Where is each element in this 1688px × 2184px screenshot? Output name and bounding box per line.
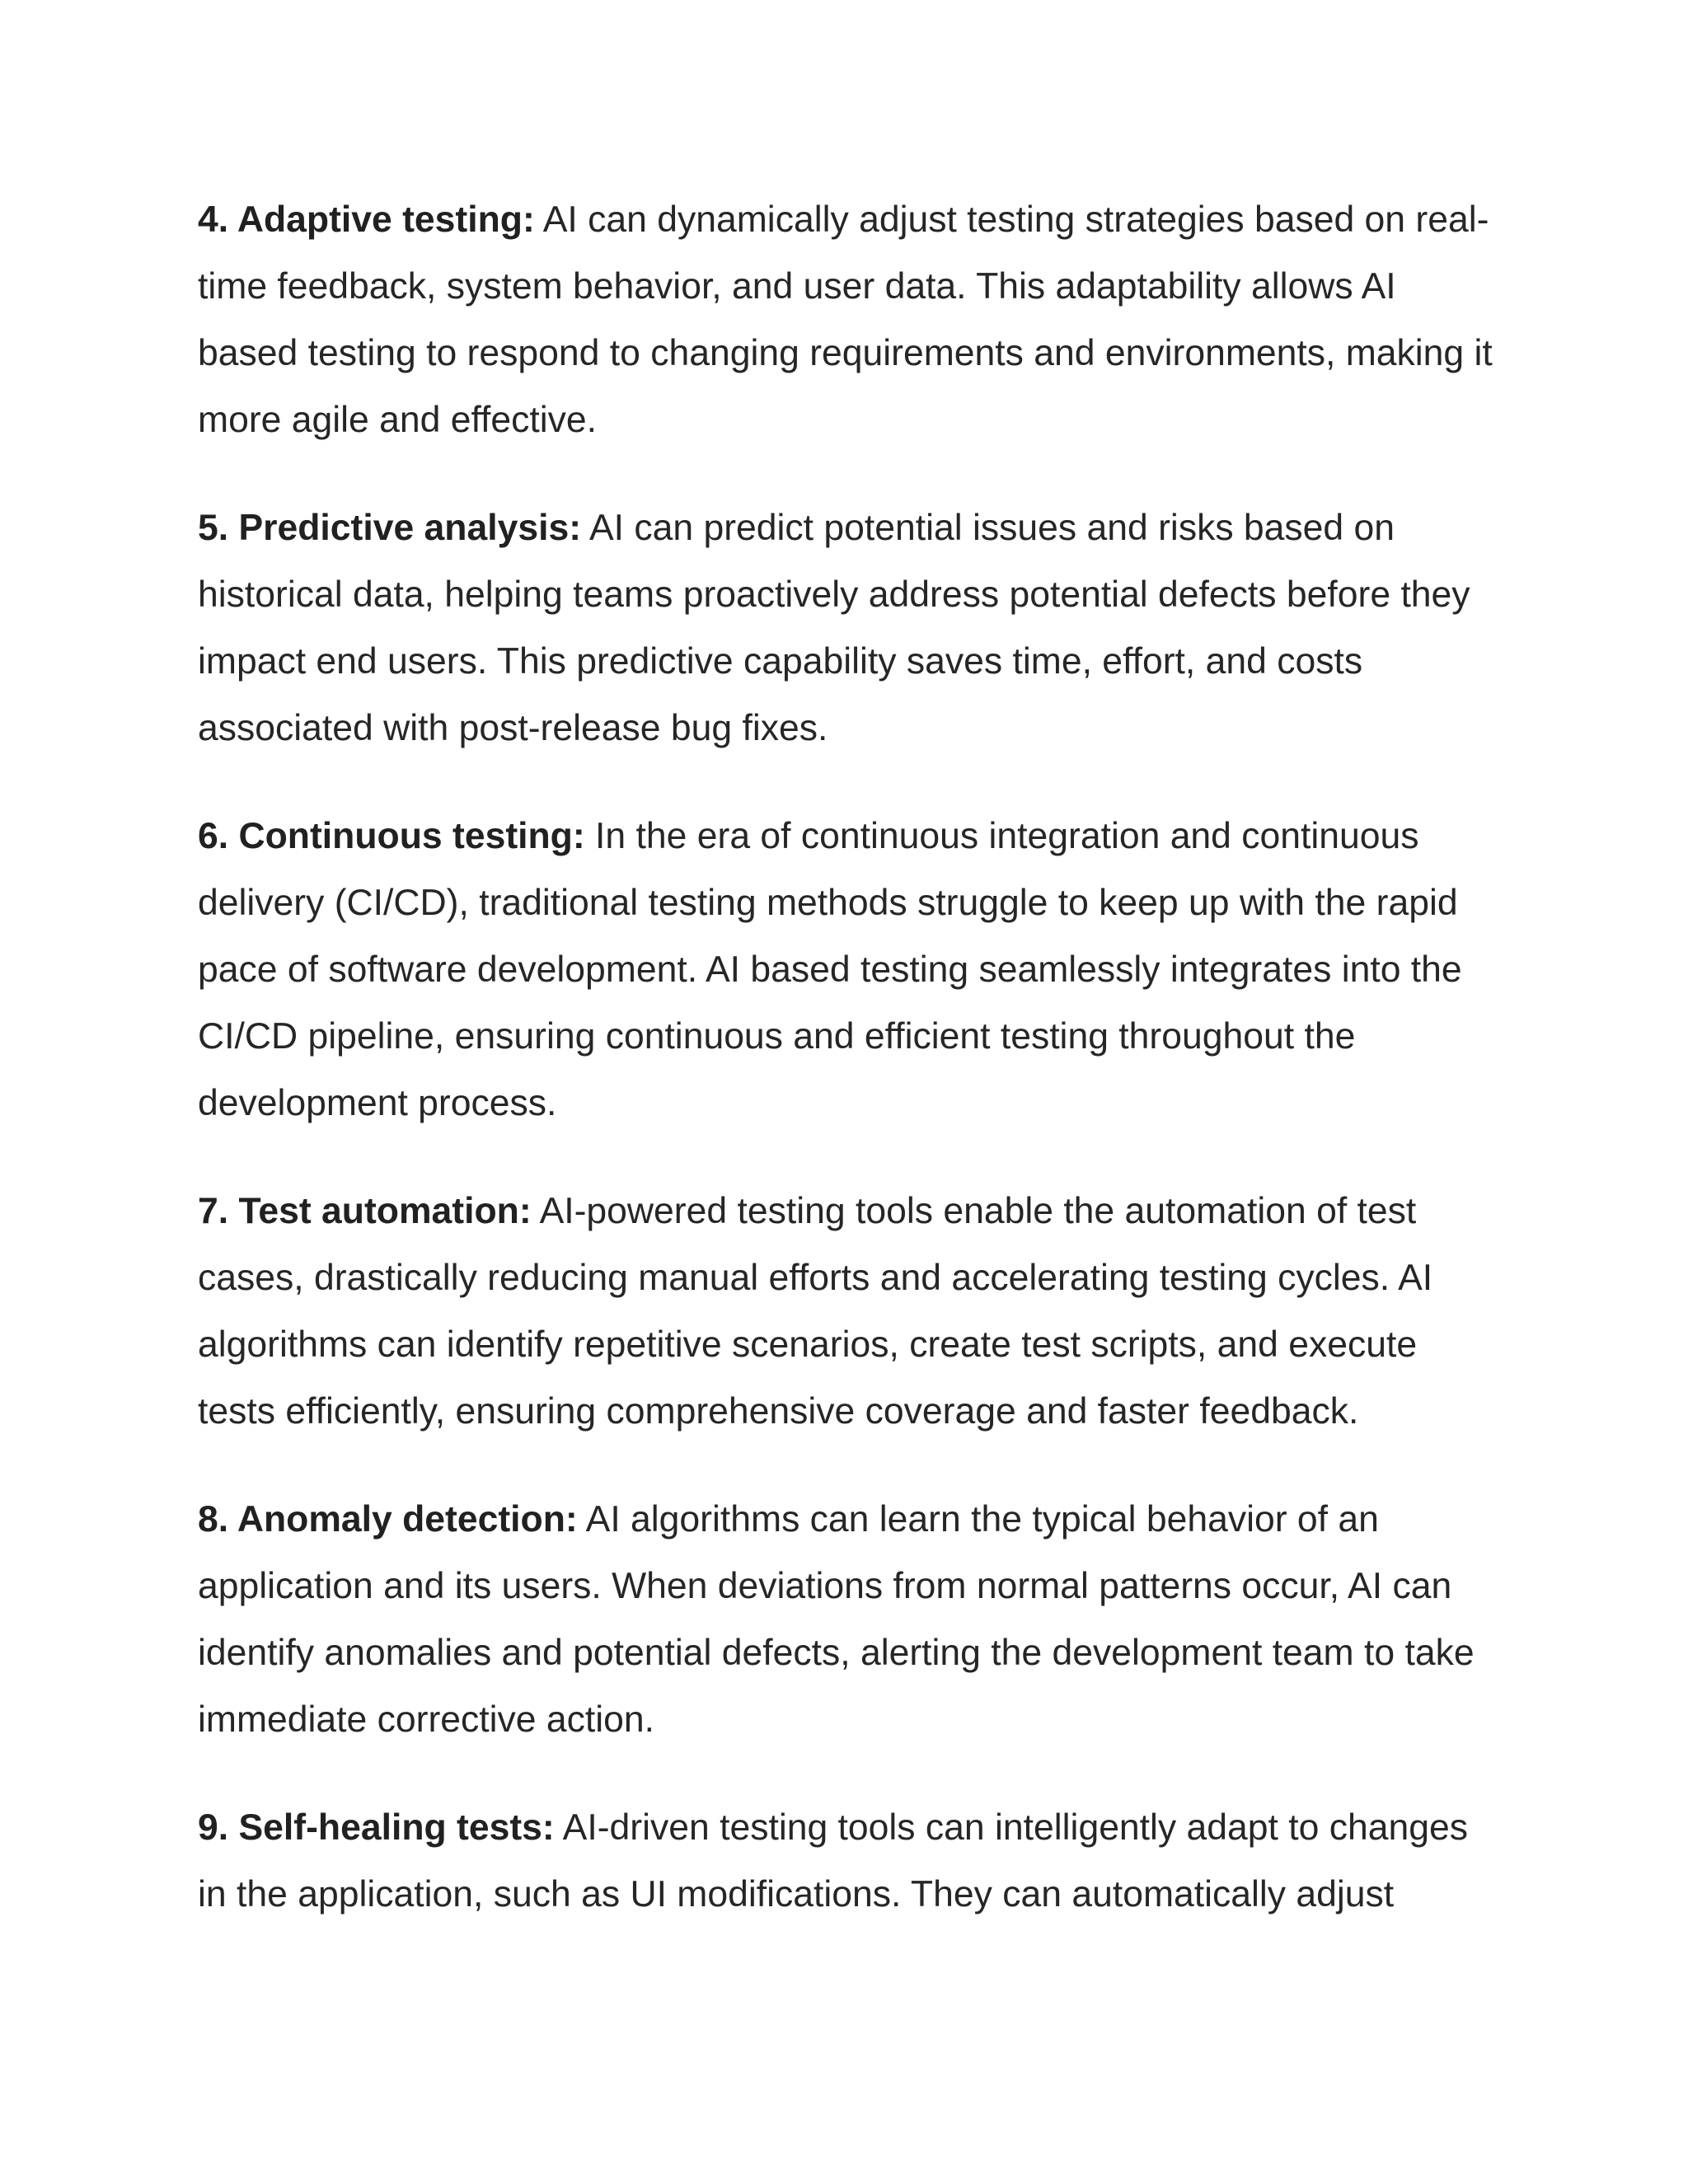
document-body [198,186,1500,1969]
list-item [198,186,1500,453]
list-item-text: In the era of continuous integration and continuous delivery (CI/CD), traditional testing methods struggle to keep up with the rapid pace of software development. AI based testing seamlessly integrates into the CI/CD pipeline, ensuring continuous and efficient testing throughout the development process. [198,816,1462,1123]
list-item-text: AI can predict potential issues and risks based on historical data, helping teams proactively address potential defects before they impact end users. This predictive capability saves time, effort, and costs associated with post-release bug fixes. [198,508,1470,748]
list-item [198,803,1500,1137]
list-item-title: 8. Anomaly detection: [198,1499,578,1540]
list-item-title: 5. Predictive analysis: [198,508,582,548]
list-item-title: 9. Self-healing tests: [198,1807,555,1848]
list-item [198,1486,1500,1753]
list-item [198,1178,1500,1445]
list-item-title: 6. Continuous testing: [198,816,585,856]
list-item-title: 4. Adaptive testing: [198,199,535,240]
list-item-text: AI can dynamically adjust testing strategies based on real-time feedback, system behavior, and user data. This adaptability allows AI based testing to respond to changing requirements and environments, making it more agile and effective. [198,199,1493,440]
list-item [198,494,1500,762]
list-item-text: AI algorithms can learn the typical behavior of an application and its users. When deviations from normal patterns occur, AI can identify anomalies and potential defects, alerting the development team to take immediate corrective action. [198,1499,1475,1740]
list-item-text: AI-driven testing tools can intelligently adapt to changes in the application, such as UI modifications. They can automatically adjust [198,1807,1468,1915]
list-item-title: 7. Test automation: [198,1191,532,1231]
list-item [198,1794,1500,1928]
list-item-text: AI-powered testing tools enable the automation of test cases, drastically reducing manual efforts and accelerating testing cycles. AI algorithms can identify repetitive scenarios, create test scripts, and execute tests efficiently, ensuring comprehensive coverage and faster feedback. [198,1191,1433,1432]
